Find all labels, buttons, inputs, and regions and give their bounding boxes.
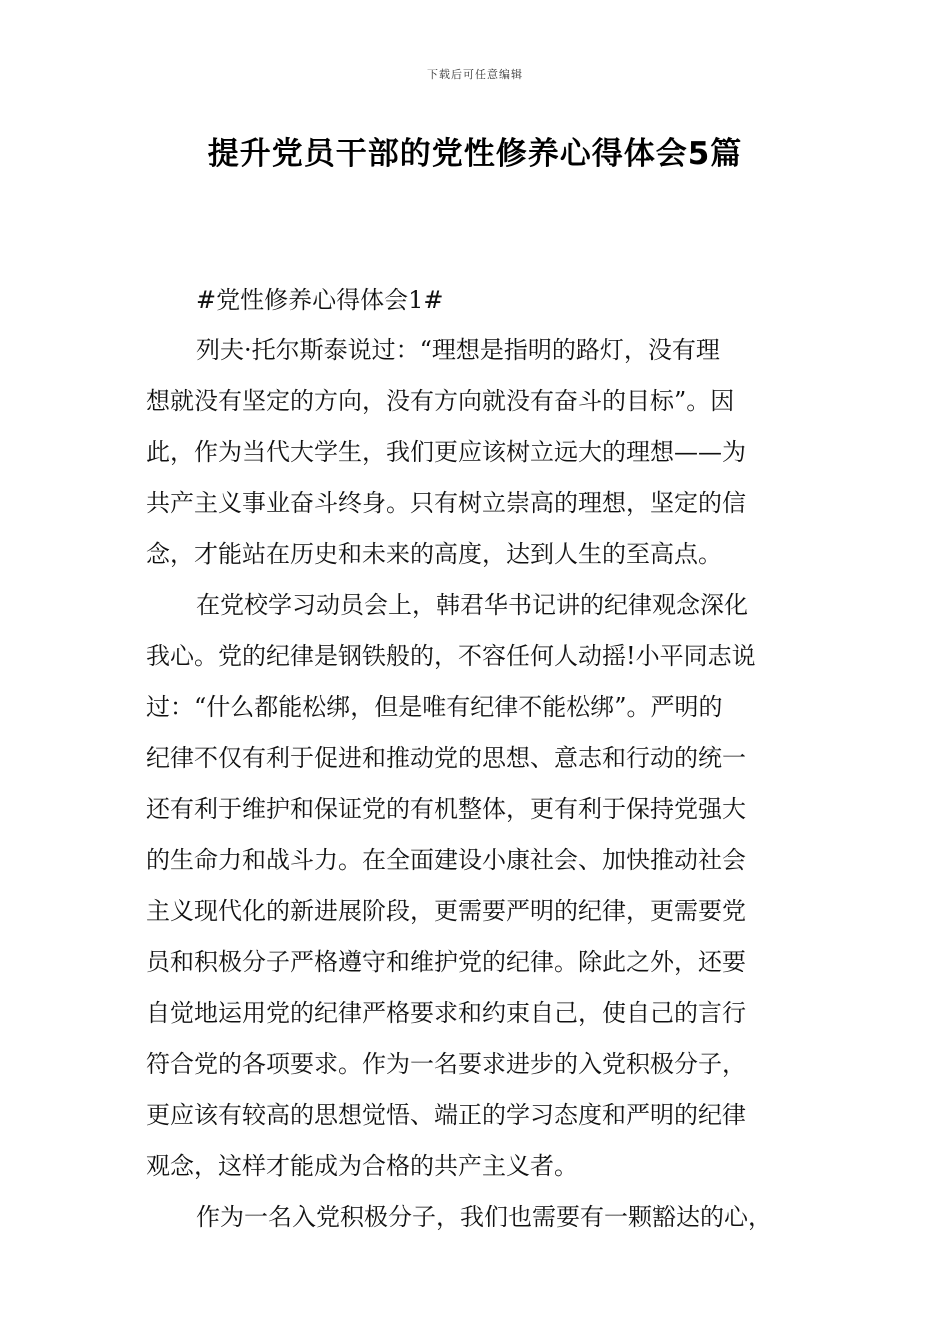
- paragraph-3: [146, 1192, 810, 1243]
- header-note: 下载后可任意编辑: [427, 68, 523, 81]
- text-line: 主义现代化的新进展阶段，更需要严明的纪律，更需要党: [146, 897, 746, 925]
- text-line: 列夫·托尔斯泰说过：“理想是指明的路灯，没有理: [196, 336, 720, 364]
- text-line: 念，才能站在历史和未来的高度，达到人生的至高点。: [146, 540, 722, 568]
- section-heading: #党性修养心得体会1#: [196, 286, 444, 314]
- paragraph-2: [146, 580, 810, 1192]
- text-line: 纪律不仅有利于促进和推动党的思想、意志和行动的统一: [146, 744, 746, 772]
- text-line: 想就没有坚定的方向，没有方向就没有奋斗的目标”。因: [146, 387, 735, 415]
- document-body: [146, 287, 810, 1243]
- text-line: 共产主义事业奋斗终身。只有树立崇高的理想，坚定的信: [146, 489, 746, 517]
- text-line: 过：“什么都能松绑，但是唯有纪律不能松绑”。严明的: [146, 693, 723, 721]
- text-line: 此，作为当代大学生，我们更应该树立远大的理想——为: [146, 438, 746, 466]
- text-line: 我心。党的纪律是钢铁般的，不容任何人动摇!小平同志说: [146, 642, 756, 670]
- text-line: 自觉地运用党的纪律严格要求和约束自己，使自己的言行: [146, 999, 746, 1027]
- text-line: 更应该有较高的思想觉悟、端正的学习态度和严明的纪律: [146, 1101, 746, 1129]
- text-line: 在党校学习动员会上，韩君华书记讲的纪律观念深化: [196, 591, 748, 619]
- document-title: 提升党员干部的党性修养心得体会5篇: [207, 136, 743, 172]
- text-line: 员和积极分子严格遵守和维护党的纪律。除此之外，还要: [146, 948, 746, 976]
- text-line: 观念，这样才能成为合格的共产主义者。: [146, 1152, 578, 1180]
- text-line: 作为一名入党积极分子，我们也需要有一颗豁达的心，: [196, 1203, 772, 1231]
- paragraph-1: [146, 325, 810, 580]
- text-line: 的生命力和战斗力。在全面建设小康社会、加快推动社会: [146, 846, 746, 874]
- text-line: 还有利于维护和保证党的有机整体，更有利于保持党强大: [146, 795, 746, 823]
- text-line: 符合党的各项要求。作为一名要求进步的入党积极分子，: [146, 1050, 746, 1078]
